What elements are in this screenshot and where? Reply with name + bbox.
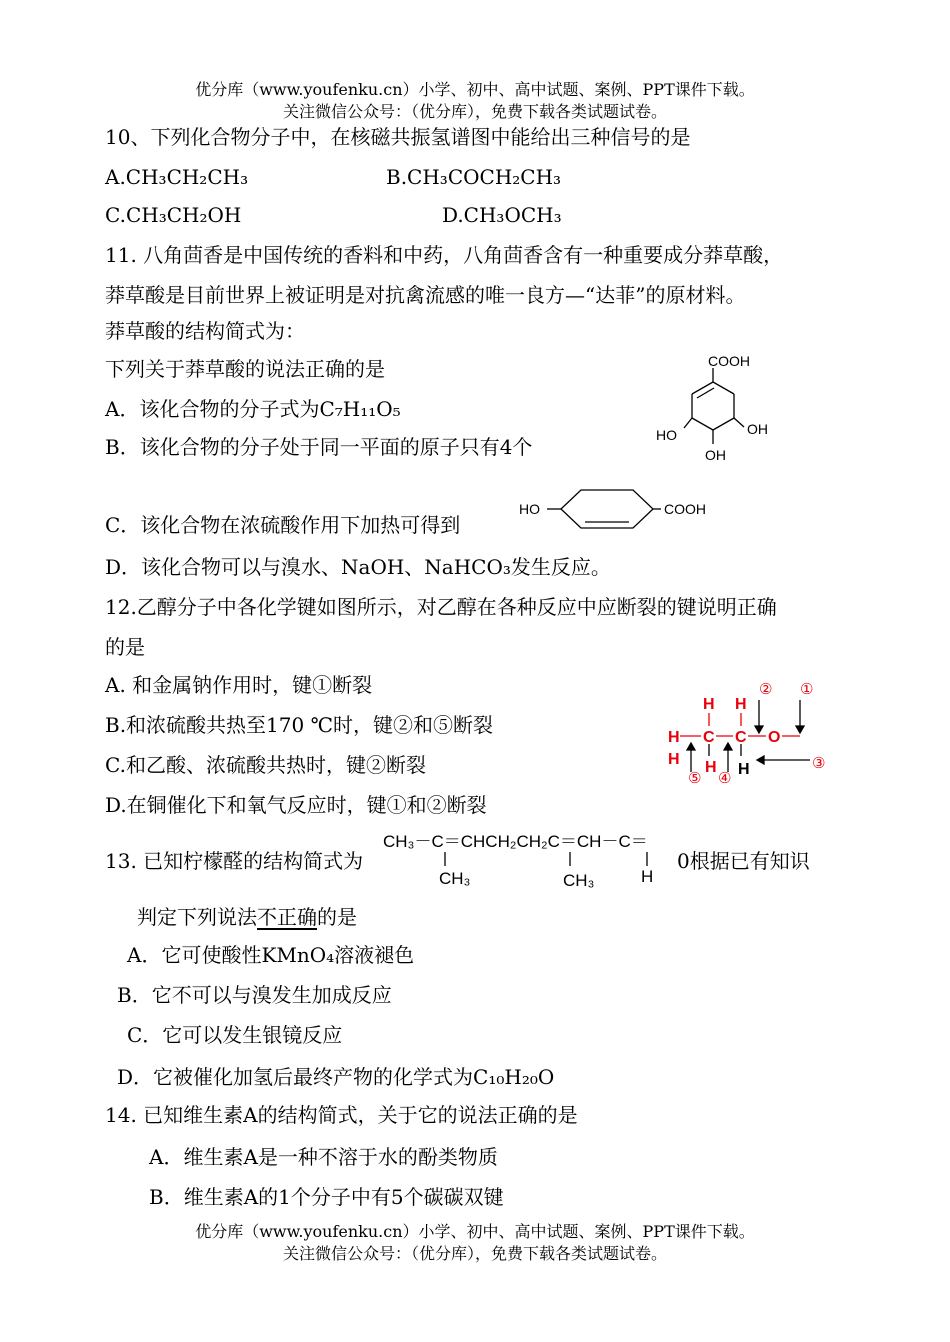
q14-option-a: A．维生素A是一种不溶于水的酚类物质 [149,1145,498,1169]
page-footer-line-2: 关注微信公众号：（优分库），免费下载各类试题试卷。 [282,1244,667,1263]
q13-judge-line [137,904,357,930]
ethanol-h-top-1: H [703,696,715,713]
q13-option-d: D．它被催化加氢后最终产物的化学式为C₁₀H₂₀O [117,1065,555,1089]
q11-stem-line-4: 下列关于莽草酸的说法正确的是 [105,357,385,381]
q13-judge-prefix: 判定下列说法 [137,905,257,929]
q13-option-b: B．它不可以与溴发生加成反应 [117,983,392,1007]
page-header-line-2: 关注微信公众号：（优分库），免费下载各类试题试卷。 [282,102,667,121]
ethanol-h-lower-left: H [668,751,680,768]
ethanol-o: O [768,729,781,746]
q12-stem-line-2: 的是 [105,635,145,659]
q12-option-c: C.和乙酸、浓硫酸共热时，键②断裂 [105,753,426,777]
q12-stem-line-1: 12.乙醇分子中各化学键如图所示，对乙醇在各种反应中应断裂的键说明正确 [105,595,777,619]
q13-judge-underlined: 不正确 [257,905,317,929]
shikimic-acid-structure [650,348,790,466]
q12-option-a: A. 和金属钠作用时，键①断裂 [105,673,373,697]
q10-option-b: B.CH₃COCH₂CH₃ [386,165,562,189]
q11-option-b: B．该化合物的分子处于同一平面的原子只有4个 [105,435,533,459]
product-ho-label: HO [519,501,540,517]
bond-label-4: ④ [718,770,732,787]
ethanol-h-left: H [668,729,680,746]
bond-label-5: ⑤ [688,770,702,787]
citral-structure [383,824,675,890]
product-cooh-label: COOH [664,501,706,517]
page-header-line-1: 优分库（www.youfenku.cn）小学、初中、高中试题、案例、PPT课件下载。 [195,80,755,99]
shikimic-ho-label: HO [656,427,677,443]
q10-option-c: C.CH₃CH₂OH [105,203,242,227]
q10-option-d: D.CH₃OCH₃ [442,203,562,227]
bond-label-3: ③ [812,755,826,772]
q12-option-d: D.在铜催化下和氧气反应时，键①和②断裂 [105,793,487,817]
bond-label-2: ② [759,681,773,698]
ethanol-h-top-2: H [735,696,747,713]
q11-option-a: A．该化合物的分子式为C₇H₁₁O₅ [105,397,401,421]
q14-stem: 14. 已知维生素A的结构简式，关于它的说法正确的是 [105,1103,578,1127]
q13-stem-prefix: 13. 已知柠檬醛的结构简式为 [105,849,364,873]
ethanol-h-bottom-2: H [738,761,750,778]
q11-stem-line-1: 11. 八角茴香是中国传统的香料和中药，八角茴香含有一种重要成分莽草酸， [105,243,784,267]
q13-judge-suffix: 的是 [317,905,357,929]
ethanol-c2: C [735,729,747,746]
shikimic-cooh-label: COOH [708,353,750,369]
q10-option-a: A.CH₃CH₂CH₃ [105,165,249,189]
ethanol-bond-diagram [660,676,840,792]
p-hydroxybenzoic-acid-structure [515,486,720,532]
ethanol-h-bottom-1: H [705,759,717,776]
ethanol-c1: C [703,729,715,746]
q11-option-d: D．该化合物可以与溴水、NaOH、NaHCO₃发生反应。 [105,555,611,579]
shikimic-oh-right-label: OH [747,421,768,437]
q11-stem-line-3: 莽草酸的结构简式为： [105,319,305,343]
citral-main-chain: CH₃－C＝CHCH₂CH₂C＝CH－C＝ [383,832,648,851]
q12-option-b: B.和浓硫酸共热至170 ℃时，键②和⑤断裂 [105,713,493,737]
page-footer-line-1: 优分库（www.youfenku.cn）小学、初中、高中试题、案例、PPT课件下载。 [195,1222,755,1241]
citral-branch-methyl-2: CH₃ [563,871,595,890]
citral-branch-methyl-1: CH₃ [439,869,471,888]
q11-stem-line-2: 莽草酸是目前世界上被证明是对抗禽流感的唯一良方—“达菲”的原材料。 [105,283,746,307]
q11-option-c: C．该化合物在浓硫酸作用下加热可得到 [105,513,461,537]
q10-stem: 10、下列化合物分子中，在核磁共振氢谱图中能给出三种信号的是 [105,125,691,149]
q13-option-c: C．它可以发生银镜反应 [127,1023,343,1047]
citral-branch-h: H [641,867,654,886]
bond-label-1: ① [800,681,814,698]
q13-option-a: A．它可使酸性KMnO₄溶液褪色 [127,943,415,967]
shikimic-oh-bottom-label: OH [705,447,726,463]
q13-stem-suffix: 0根据已有知识 [677,849,810,873]
q14-option-b: B．维生素A的1个分子中有5个碳碳双键 [149,1185,504,1209]
